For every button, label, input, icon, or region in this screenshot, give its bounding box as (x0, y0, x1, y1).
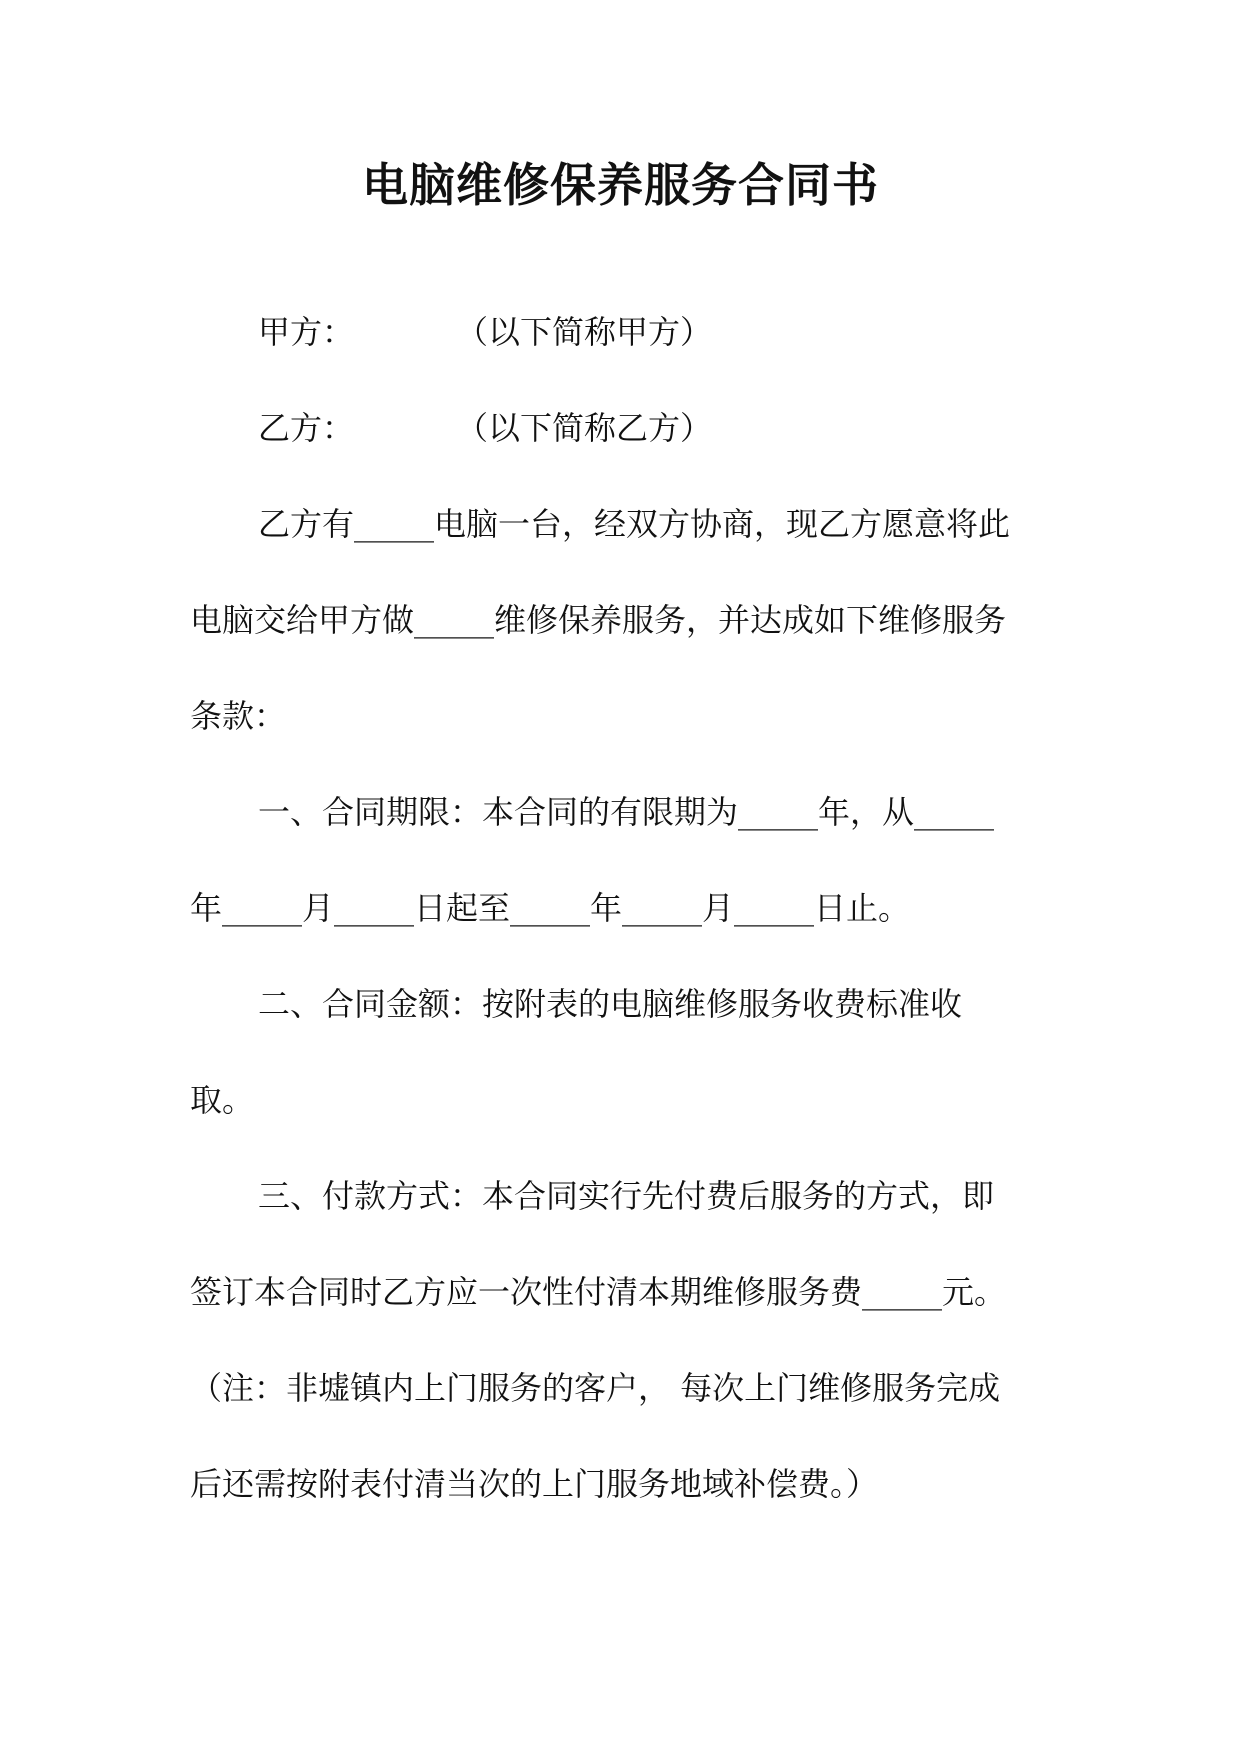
clause-payment-line-1: 三、付款方式：本合同实行先付费后服务的方式，即 (258, 1177, 995, 1215)
paragraph-intro-line-2: 电脑交给甲方做_____维修保养服务，并达成如下维修服务 (190, 601, 1007, 639)
clause-amount-line-2: 取。 (190, 1081, 255, 1119)
document-title: 电脑维修保养服务合同书 (362, 158, 879, 212)
paragraph-intro-line-1: 乙方有_____电脑一台，经双方协商，现乙方愿意将此 (258, 505, 1011, 543)
party-b-note: （以下简称乙方） (456, 409, 713, 447)
paragraph-intro-line-3: 条款： (190, 697, 287, 735)
party-b-label: 乙方： (258, 409, 355, 447)
clause-term-line-2: 年_____月_____日起至_____年_____月_____日止。 (190, 889, 911, 927)
clause-payment-note-line-2: 后还需按附表付清当次的上门服务地域补偿费。） (190, 1465, 879, 1503)
clause-payment-line-2: 签订本合同时乙方应一次性付清本期维修服务费_____元。 (190, 1273, 1007, 1311)
clause-amount-line-1: 二、合同金额：按附表的电脑维修服务收费标准收 (258, 985, 963, 1023)
party-a-note: （以下简称甲方） (456, 313, 713, 351)
clause-payment-note-line-1: （注：非墟镇内上门服务的客户， 每次上门维修服务完成 (190, 1369, 1001, 1407)
clause-term-line-1: 一、合同期限：本合同的有限期为_____年，从_____ (258, 793, 995, 831)
party-a-label: 甲方： (258, 313, 355, 351)
